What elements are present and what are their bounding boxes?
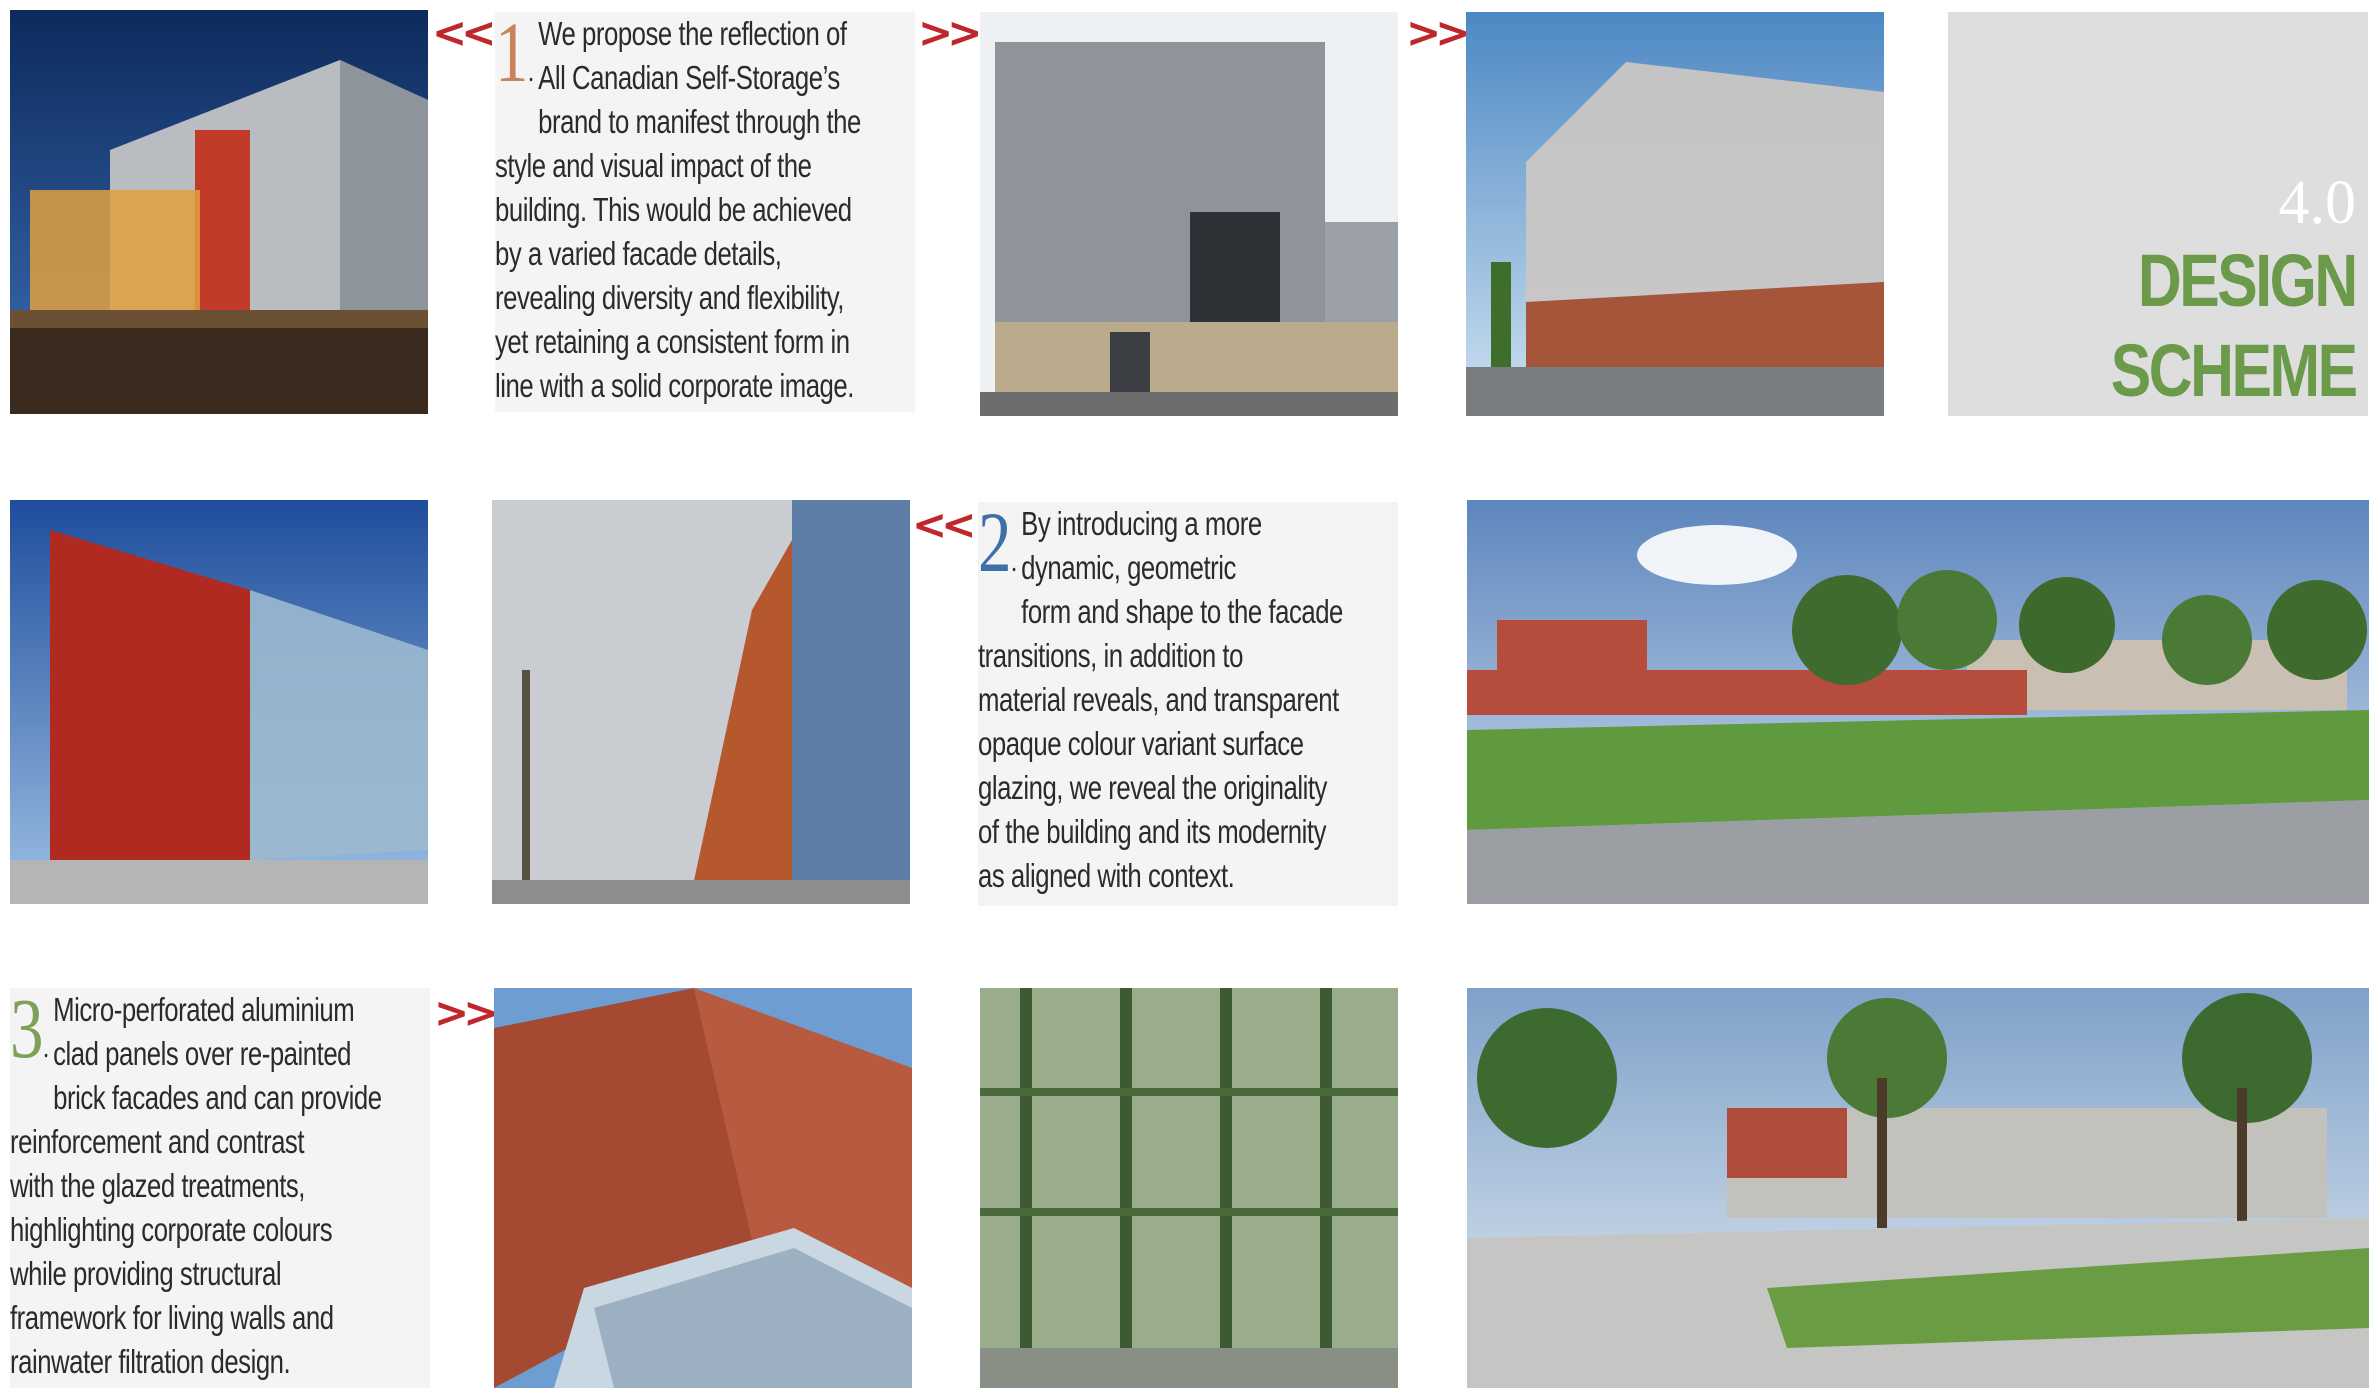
rendering-courtyard-plaza	[1467, 988, 2369, 1388]
section-title-line1: DESIGN	[2138, 239, 2356, 322]
chevron-left-icon: <<	[432, 8, 491, 57]
photo-grey-clad-building	[980, 12, 1398, 416]
point-1-number: 1.	[495, 4, 534, 100]
point-2-text: 2. By introducing a more dynamic, geometric form and shape to the facade transitions, in addition to material reveals, and transparent opaque colour variant surface glazing, we reveal the originality of the building and its modernity as aligned with context.	[978, 502, 1398, 906]
rendering-site-street-view	[1467, 500, 2369, 904]
point-3-text: 3. Micro-perforated aluminium clad panels over re-painted brick facades and can provide reinforcement and contrast with the glazed treatments, highlighting corporate colours while providing structural framework for living walls and rainwater filtration design.	[10, 988, 430, 1388]
section-title-line2: SCHEME	[2111, 329, 2356, 412]
chevron-right-icon: >>	[434, 988, 493, 1037]
chevron-right-icon: >>	[1406, 8, 1465, 57]
photo-white-wall-wood-inset	[492, 500, 910, 904]
photo-translucent-facade	[1466, 12, 1884, 416]
photo-living-wall-trellis	[980, 988, 1398, 1388]
chevron-right-icon: >>	[918, 8, 977, 57]
section-number: 4.0	[2278, 169, 2356, 237]
photo-night-silver-building	[10, 10, 428, 414]
chevron-left-icon: <<	[912, 500, 971, 549]
point-3-number: 3.	[10, 980, 49, 1076]
point-1-text: 1. We propose the reflection of All Canadian Self-Storage’s brand to manifest through the style and visual impact of the building. This would be achieved by a varied facade details, revealing diversity and flexibility, yet retaining a consistent form in line with a solid corporate image.	[495, 12, 915, 412]
section-title-panel	[1948, 12, 2368, 416]
photo-red-glass-office	[10, 500, 428, 904]
photo-perforated-brick-facade	[494, 988, 912, 1388]
point-2-number: 2.	[978, 494, 1017, 590]
